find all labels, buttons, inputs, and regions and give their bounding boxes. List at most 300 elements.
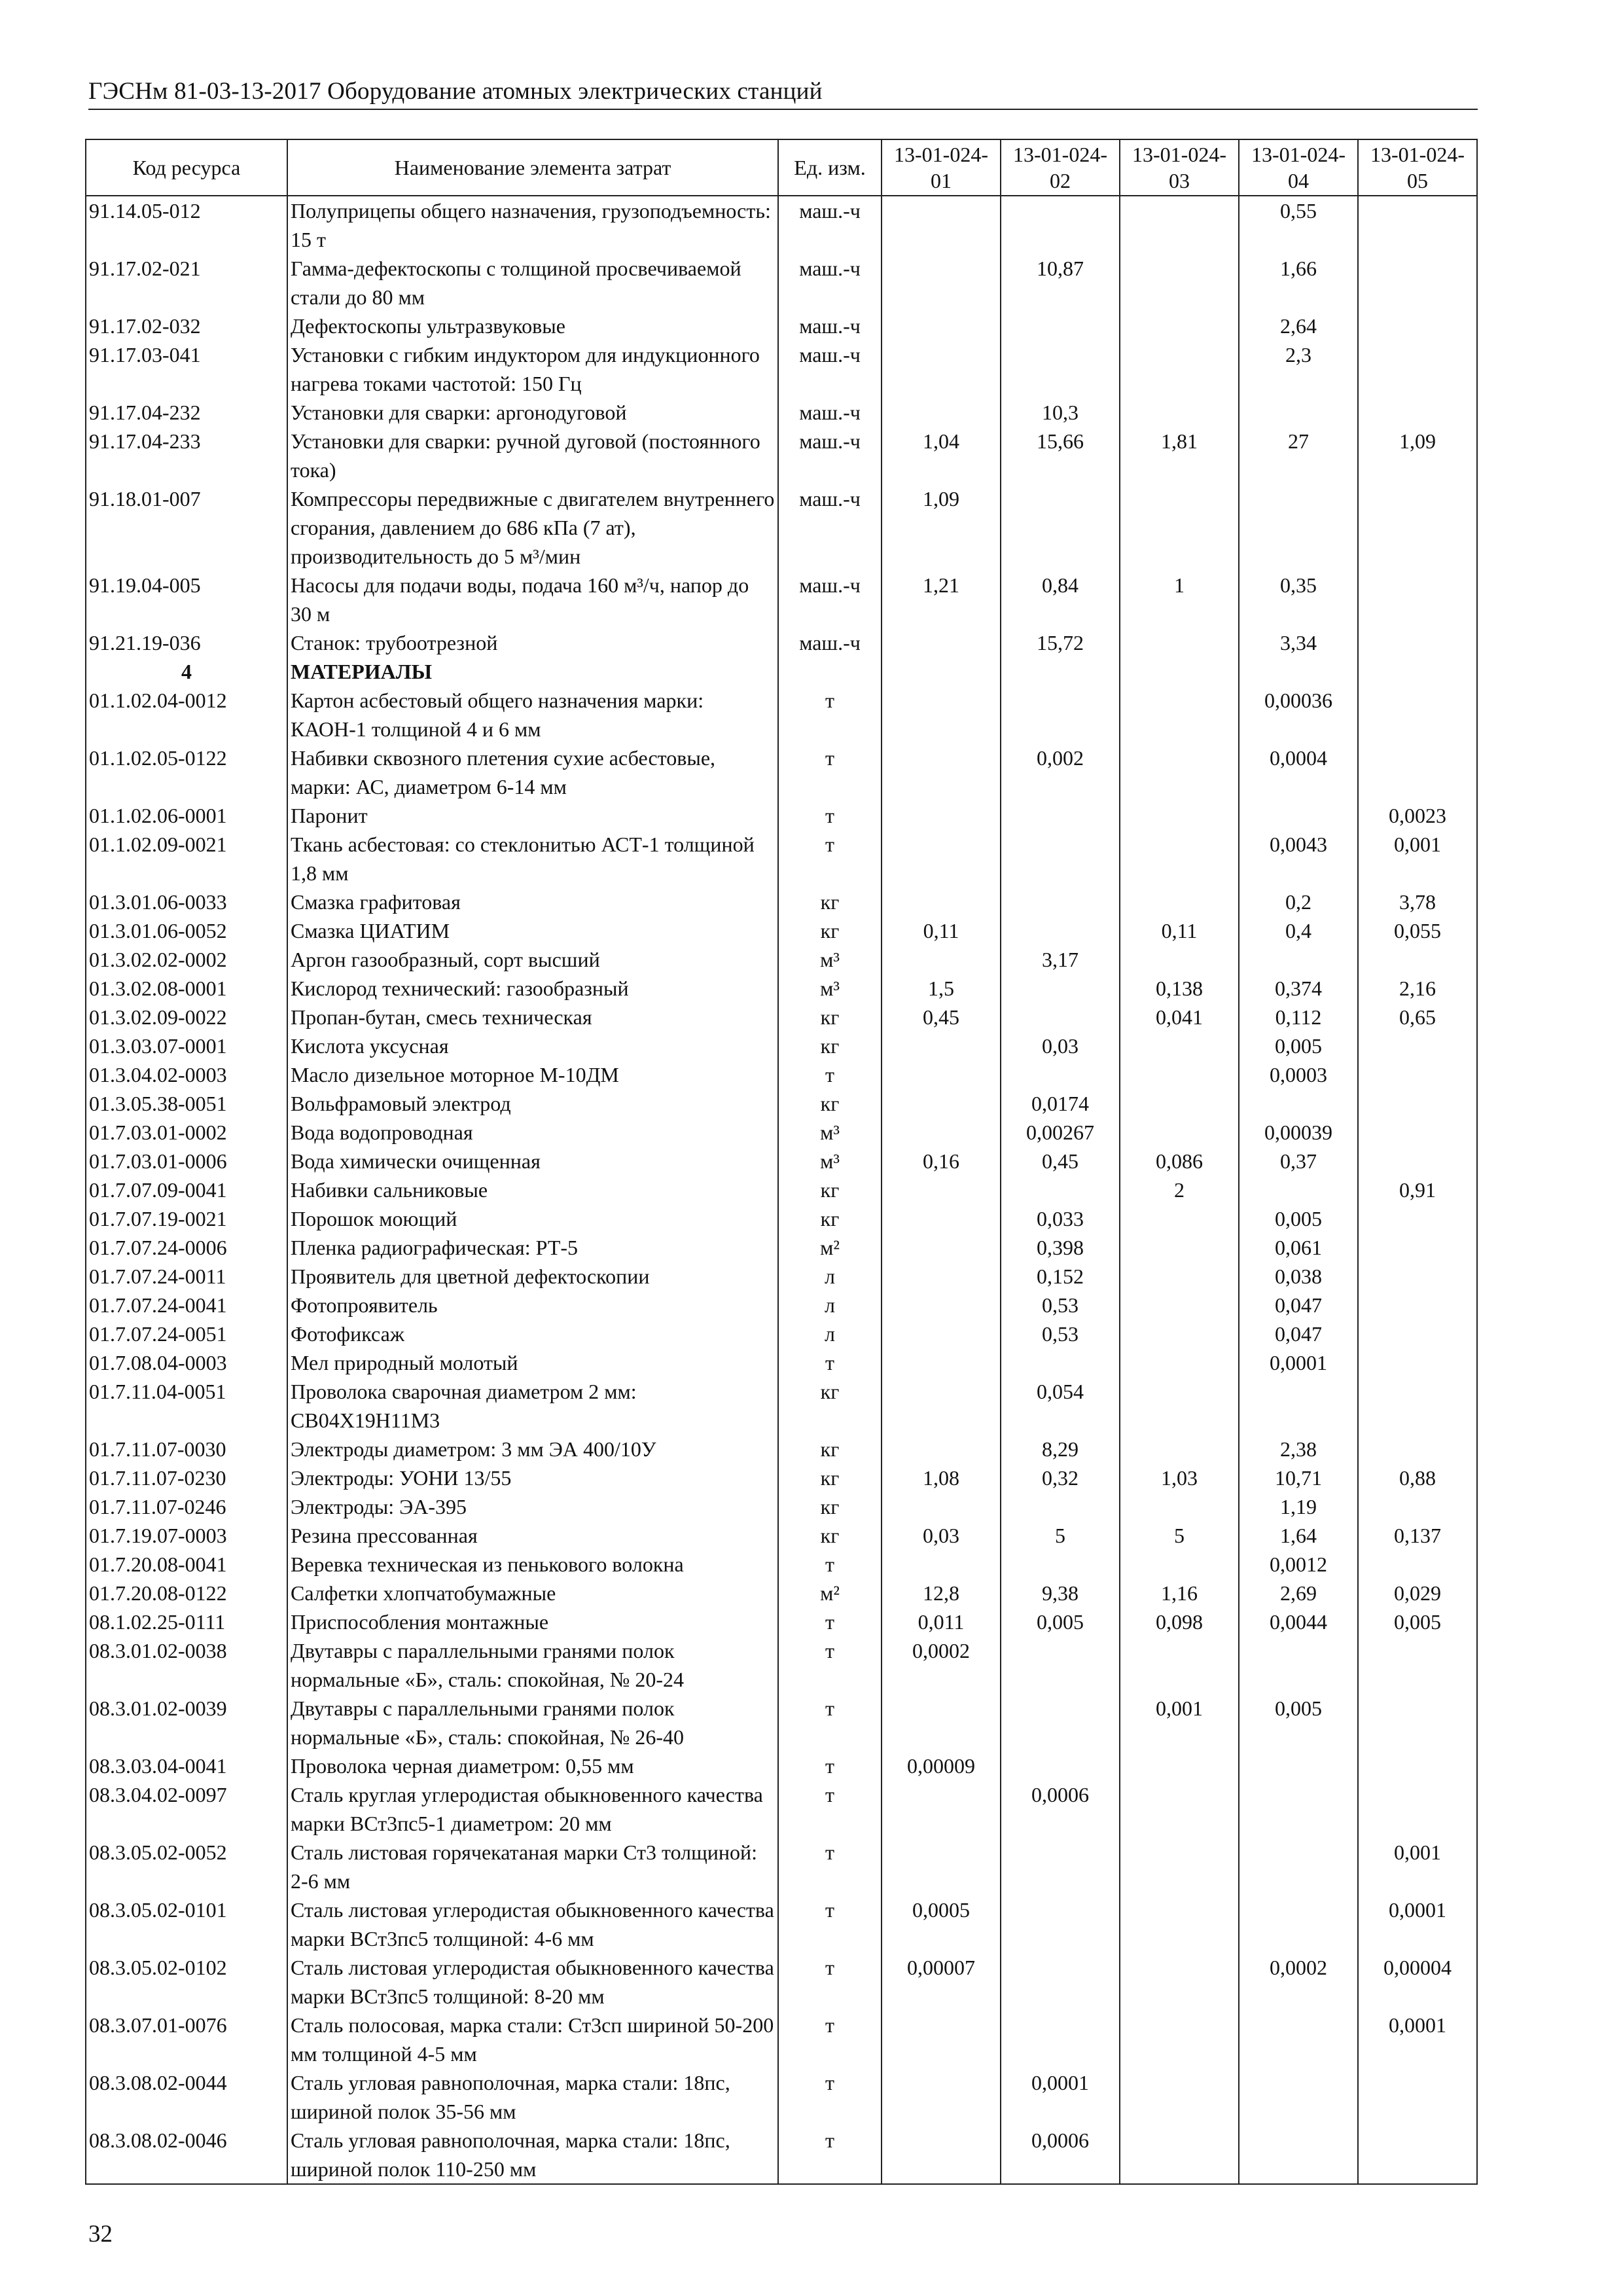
table-row	[86, 1550, 1477, 1579]
resource-name-cell: Проволока сварочная диаметром 2 мм: СВ04Х19Н11М3	[287, 1377, 778, 1435]
table-row	[86, 744, 1477, 801]
norm-value-cell-2	[1001, 484, 1120, 571]
norm-value-cell-5	[1358, 196, 1477, 254]
norm-value-cell-5	[1358, 657, 1477, 686]
norm-value-cell-1	[882, 2011, 1001, 2068]
norm-value-cell-3	[1120, 1435, 1239, 1463]
table-row	[86, 571, 1477, 628]
norm-value-cell-3	[1120, 1233, 1239, 1262]
resource-name-cell: Мел природный молотый	[287, 1348, 778, 1377]
norm-value-cell-3	[1120, 1348, 1239, 1377]
unit-cell: т	[778, 1953, 882, 2011]
norm-value-cell-4: 0,005	[1239, 1694, 1358, 1751]
norm-value-cell-2	[1001, 340, 1120, 398]
resource-name-cell: Веревка техническая из пенькового волокна	[287, 1550, 778, 1579]
resource-name-cell: Паронит	[287, 801, 778, 830]
norm-value-cell-4: 0,00039	[1239, 1118, 1358, 1147]
norm-value-cell-3: 1,81	[1120, 427, 1239, 484]
resource-name-cell: Двутавры с параллельными гранями полок нормальные «Б», сталь: спокойная, № 20-24	[287, 1636, 778, 1694]
unit-cell: т	[778, 1838, 882, 1895]
resource-name-cell: Двутавры с параллельными гранями полок нормальные «Б», сталь: спокойная, № 26-40	[287, 1694, 778, 1751]
norm-value-cell-4: 0,0004	[1239, 744, 1358, 801]
unit-cell: м²	[778, 1233, 882, 1262]
resource-code-cell: 01.1.02.06-0001	[86, 801, 287, 830]
resource-code-cell: 01.7.03.01-0002	[86, 1118, 287, 1147]
resource-code-cell: 08.3.07.01-0076	[86, 2011, 287, 2068]
norm-value-cell-2	[1001, 801, 1120, 830]
table-row	[86, 1233, 1477, 1262]
norm-value-cell-4	[1239, 1780, 1358, 1838]
norm-value-cell-1	[882, 657, 1001, 686]
norm-value-cell-3	[1120, 888, 1239, 916]
unit-cell	[778, 657, 882, 686]
resource-code-cell: 01.7.11.07-0246	[86, 1492, 287, 1521]
norm-value-cell-2	[1001, 1175, 1120, 1204]
norm-value-cell-3	[1120, 657, 1239, 686]
unit-cell: м³	[778, 1118, 882, 1147]
norm-value-cell-2: 8,29	[1001, 1435, 1120, 1463]
resource-code-cell: 91.17.04-233	[86, 427, 287, 484]
norm-value-cell-1	[882, 340, 1001, 398]
resource-code-cell: 01.7.20.08-0122	[86, 1579, 287, 1607]
resource-cost-table	[85, 139, 1478, 2185]
norm-value-cell-1: 0,00009	[882, 1751, 1001, 1780]
resource-name-cell: Резина прессованная	[287, 1521, 778, 1550]
norm-value-cell-1	[882, 1204, 1001, 1233]
norm-value-cell-4: 0,37	[1239, 1147, 1358, 1175]
table-row	[86, 945, 1477, 974]
norm-value-cell-4: 2,64	[1239, 312, 1358, 340]
norm-value-cell-1	[882, 628, 1001, 657]
norm-value-cell-2: 0,00267	[1001, 1118, 1120, 1147]
norm-value-cell-4: 0,0044	[1239, 1607, 1358, 1636]
norm-value-cell-2: 9,38	[1001, 1579, 1120, 1607]
norm-value-cell-5	[1358, 1233, 1477, 1262]
resource-name-cell: Дефектоскопы ультразвуковые	[287, 312, 778, 340]
unit-cell: маш.-ч	[778, 628, 882, 657]
norm-value-cell-2: 0,0001	[1001, 2068, 1120, 2126]
resource-name-cell: Электроды диаметром: 3 мм ЭА 400/10У	[287, 1435, 778, 1463]
norm-value-cell-3	[1120, 398, 1239, 427]
norm-value-cell-4	[1239, 657, 1358, 686]
resource-name-cell: Насосы для подачи воды, подача 160 м³/ч, напор до 30 м	[287, 571, 778, 628]
resource-code-cell: 01.7.11.07-0230	[86, 1463, 287, 1492]
norm-value-cell-1	[882, 1377, 1001, 1435]
resource-name-cell: Электроды: ЭА-395	[287, 1492, 778, 1521]
norm-value-cell-4	[1239, 1895, 1358, 1953]
table-row	[86, 1175, 1477, 1204]
resource-code-cell: 08.3.01.02-0038	[86, 1636, 287, 1694]
norm-value-cell-1: 0,00007	[882, 1953, 1001, 2011]
norm-value-cell-4	[1239, 1636, 1358, 1694]
table-body	[86, 196, 1477, 2184]
unit-cell: т	[778, 1060, 882, 1089]
norm-value-cell-4: 0,35	[1239, 571, 1358, 628]
norm-value-cell-2: 0,32	[1001, 1463, 1120, 1492]
norm-value-cell-2: 0,45	[1001, 1147, 1120, 1175]
norm-value-cell-2	[1001, 196, 1120, 254]
resource-name-cell: Салфетки хлопчатобумажные	[287, 1579, 778, 1607]
unit-cell: т	[778, 686, 882, 744]
norm-value-cell-3	[1120, 1031, 1239, 1060]
norm-value-cell-1	[882, 801, 1001, 830]
table-row	[86, 1319, 1477, 1348]
norm-value-cell-1	[882, 1118, 1001, 1147]
table-row	[86, 427, 1477, 484]
norm-value-cell-2: 0,84	[1001, 571, 1120, 628]
table-row	[86, 340, 1477, 398]
norm-value-cell-5	[1358, 312, 1477, 340]
norm-value-cell-3	[1120, 1895, 1239, 1953]
table-row	[86, 484, 1477, 571]
norm-value-cell-2: 0,033	[1001, 1204, 1120, 1233]
norm-value-cell-4: 10,71	[1239, 1463, 1358, 1492]
resource-name-cell: Сталь круглая углеродистая обыкновенного качества марки ВСт3пс5-1 диаметром: 20 мм	[287, 1780, 778, 1838]
resource-code-cell: 91.17.02-021	[86, 254, 287, 312]
norm-value-cell-4: 0,0043	[1239, 830, 1358, 888]
unit-cell: т	[778, 1895, 882, 1953]
resource-code-cell: 08.3.03.04-0041	[86, 1751, 287, 1780]
norm-value-cell-5	[1358, 1377, 1477, 1435]
norm-value-cell-5	[1358, 1348, 1477, 1377]
norm-value-cell-3	[1120, 1060, 1239, 1089]
norm-value-cell-3	[1120, 686, 1239, 744]
unit-cell: кг	[778, 1204, 882, 1233]
resource-code-cell: 01.7.03.01-0006	[86, 1147, 287, 1175]
table-row	[86, 916, 1477, 945]
norm-value-cell-2	[1001, 2011, 1120, 2068]
norm-value-cell-3: 0,11	[1120, 916, 1239, 945]
norm-value-cell-3	[1120, 1550, 1239, 1579]
norm-value-cell-4	[1239, 1751, 1358, 1780]
norm-value-cell-5	[1358, 2126, 1477, 2184]
norm-value-cell-4: 2,69	[1239, 1579, 1358, 1607]
norm-value-cell-5: 0,0001	[1358, 1895, 1477, 1953]
norm-value-cell-5	[1358, 398, 1477, 427]
norm-value-cell-4: 27	[1239, 427, 1358, 484]
table-row	[86, 1953, 1477, 2011]
resource-name-cell: Ткань асбестовая: со стеклонитью АСТ-1 толщиной 1,8 мм	[287, 830, 778, 888]
resource-name-cell: МАТЕРИАЛЫ	[287, 657, 778, 686]
norm-value-cell-3	[1120, 1089, 1239, 1118]
norm-value-cell-2	[1001, 974, 1120, 1003]
resource-name-cell: Электроды: УОНИ 13/55	[287, 1463, 778, 1492]
resource-name-cell: Гамма-дефектоскопы с толщиной просвечиваемой стали до 80 мм	[287, 254, 778, 312]
unit-cell: кг	[778, 1089, 882, 1118]
resource-name-cell: Сталь полосовая, марка стали: Ст3сп шириной 50-200 мм толщиной 4-5 мм	[287, 2011, 778, 2068]
norm-value-cell-4: 0,0003	[1239, 1060, 1358, 1089]
resource-name-cell: Компрессоры передвижные с двигателем внутреннего сгорания, давлением до 686 кПа (7 ат), производительность до 5 м³/мин	[287, 484, 778, 571]
norm-value-cell-5	[1358, 1291, 1477, 1319]
unit-cell: т	[778, 1550, 882, 1579]
norm-value-cell-1	[882, 312, 1001, 340]
table-row	[86, 1463, 1477, 1492]
norm-value-cell-5: 0,65	[1358, 1003, 1477, 1031]
norm-value-cell-3: 0,041	[1120, 1003, 1239, 1031]
table-row	[86, 1089, 1477, 1118]
unit-cell: м²	[778, 1579, 882, 1607]
header-divider	[88, 109, 1478, 110]
unit-cell: т	[778, 744, 882, 801]
norm-value-cell-1: 0,45	[882, 1003, 1001, 1031]
norm-value-cell-3	[1120, 1953, 1239, 2011]
norm-value-cell-1: 1,08	[882, 1463, 1001, 1492]
norm-value-cell-1	[882, 888, 1001, 916]
resource-code-cell: 91.21.19-036	[86, 628, 287, 657]
norm-value-cell-4	[1239, 1838, 1358, 1895]
norm-value-cell-5	[1358, 1636, 1477, 1694]
norm-value-cell-1	[882, 1089, 1001, 1118]
norm-value-cell-2: 0,005	[1001, 1607, 1120, 1636]
resource-code-cell: 01.3.01.06-0033	[86, 888, 287, 916]
column-header-13-01-024-02: 13-01-024-02	[1001, 139, 1120, 196]
table-row	[86, 1003, 1477, 1031]
norm-value-cell-4	[1239, 2126, 1358, 2184]
norm-value-cell-4: 1,19	[1239, 1492, 1358, 1521]
norm-value-cell-1: 12,8	[882, 1579, 1001, 1607]
table-row	[86, 1694, 1477, 1751]
norm-value-cell-4: 0,2	[1239, 888, 1358, 916]
norm-value-cell-5	[1358, 1147, 1477, 1175]
table-row	[86, 1031, 1477, 1060]
norm-value-cell-1	[882, 1175, 1001, 1204]
norm-value-cell-2	[1001, 1838, 1120, 1895]
resource-name-cell: Проявитель для цветной дефектоскопии	[287, 1262, 778, 1291]
norm-value-cell-1	[882, 2126, 1001, 2184]
table-header-row	[86, 139, 1477, 196]
table-row	[86, 1607, 1477, 1636]
resource-code-cell: 08.1.02.25-0111	[86, 1607, 287, 1636]
resource-name-cell: Сталь угловая равнополочная, марка стали: 18пс, шириной полок 35-56 мм	[287, 2068, 778, 2126]
norm-value-cell-1: 0,03	[882, 1521, 1001, 1550]
norm-value-cell-4: 0,005	[1239, 1204, 1358, 1233]
unit-cell: кг	[778, 1463, 882, 1492]
resource-name-cell: Проволока черная диаметром: 0,55 мм	[287, 1751, 778, 1780]
norm-value-cell-5	[1358, 1118, 1477, 1147]
norm-value-cell-1	[882, 196, 1001, 254]
norm-value-cell-5: 0,029	[1358, 1579, 1477, 1607]
table-row	[86, 2068, 1477, 2126]
norm-value-cell-4: 0,55	[1239, 196, 1358, 254]
norm-value-cell-3	[1120, 2011, 1239, 2068]
norm-value-cell-1	[882, 1838, 1001, 1895]
unit-cell: л	[778, 1262, 882, 1291]
norm-value-cell-1	[882, 2068, 1001, 2126]
norm-value-cell-5: 0,88	[1358, 1463, 1477, 1492]
norm-value-cell-3	[1120, 1751, 1239, 1780]
norm-value-cell-4	[1239, 1175, 1358, 1204]
unit-cell: маш.-ч	[778, 312, 882, 340]
norm-value-cell-5	[1358, 1060, 1477, 1089]
unit-cell: кг	[778, 1377, 882, 1435]
norm-value-cell-4: 2,3	[1239, 340, 1358, 398]
table-row	[86, 196, 1477, 254]
norm-value-cell-4: 0,374	[1239, 974, 1358, 1003]
norm-value-cell-3	[1120, 801, 1239, 830]
resource-code-cell: 08.3.04.02-0097	[86, 1780, 287, 1838]
table-row	[86, 1348, 1477, 1377]
norm-value-cell-5	[1358, 1089, 1477, 1118]
norm-value-cell-2	[1001, 916, 1120, 945]
norm-value-cell-5: 0,137	[1358, 1521, 1477, 1550]
norm-value-cell-3	[1120, 744, 1239, 801]
norm-value-cell-4: 3,34	[1239, 628, 1358, 657]
norm-value-cell-4: 0,0001	[1239, 1348, 1358, 1377]
table-row	[86, 1262, 1477, 1291]
norm-value-cell-2	[1001, 1694, 1120, 1751]
norm-value-cell-1	[882, 1060, 1001, 1089]
resource-code-cell: 01.7.11.07-0030	[86, 1435, 287, 1463]
resource-name-cell: Приспособления монтажные	[287, 1607, 778, 1636]
norm-value-cell-3	[1120, 2068, 1239, 2126]
unit-cell: т	[778, 1348, 882, 1377]
resource-name-cell: Картон асбестовый общего назначения марки: КАОН-1 толщиной 4 и 6 мм	[287, 686, 778, 744]
norm-value-cell-1	[882, 830, 1001, 888]
resource-name-cell: Кислота уксусная	[287, 1031, 778, 1060]
norm-value-cell-5	[1358, 1262, 1477, 1291]
norm-value-cell-2: 0,054	[1001, 1377, 1120, 1435]
table-row	[86, 830, 1477, 888]
resource-name-cell: Сталь листовая горячекатаная марки Ст3 толщиной: 2-6 мм	[287, 1838, 778, 1895]
norm-value-cell-3	[1120, 1377, 1239, 1435]
norm-value-cell-5	[1358, 686, 1477, 744]
norm-value-cell-3	[1120, 628, 1239, 657]
norm-value-cell-2	[1001, 657, 1120, 686]
norm-value-cell-4	[1239, 398, 1358, 427]
norm-value-cell-3	[1120, 1319, 1239, 1348]
norm-value-cell-2: 10,87	[1001, 254, 1120, 312]
section-row	[86, 657, 1477, 686]
unit-cell: маш.-ч	[778, 427, 882, 484]
norm-value-cell-1: 1,04	[882, 427, 1001, 484]
norm-value-cell-4	[1239, 801, 1358, 830]
table-row	[86, 1579, 1477, 1607]
norm-value-cell-1	[882, 1694, 1001, 1751]
table-row	[86, 1492, 1477, 1521]
resource-name-cell: Смазка графитовая	[287, 888, 778, 916]
norm-value-cell-3: 0,098	[1120, 1607, 1239, 1636]
unit-cell: маш.-ч	[778, 398, 882, 427]
unit-cell: т	[778, 1751, 882, 1780]
unit-cell: маш.-ч	[778, 484, 882, 571]
resource-code-cell: 01.3.02.02-0002	[86, 945, 287, 974]
norm-value-cell-4: 0,061	[1239, 1233, 1358, 1262]
resource-name-cell: Аргон газообразный, сорт высший	[287, 945, 778, 974]
resource-name-cell: Установки для сварки: ручной дуговой (постоянного тока)	[287, 427, 778, 484]
resource-code-cell: 01.3.03.07-0001	[86, 1031, 287, 1060]
norm-value-cell-2	[1001, 1751, 1120, 1780]
table-row	[86, 1435, 1477, 1463]
resource-name-cell: Пропан-бутан, смесь техническая	[287, 1003, 778, 1031]
norm-value-cell-4: 0,005	[1239, 1031, 1358, 1060]
norm-value-cell-3	[1120, 254, 1239, 312]
norm-value-cell-3	[1120, 340, 1239, 398]
resource-name-cell: Сталь листовая углеродистая обыкновенного качества марки ВСт3пс5 толщиной: 8-20 мм	[287, 1953, 778, 2011]
resource-code-cell: 91.17.02-032	[86, 312, 287, 340]
norm-value-cell-4: 0,00036	[1239, 686, 1358, 744]
norm-value-cell-2	[1001, 312, 1120, 340]
norm-value-cell-3: 0,138	[1120, 974, 1239, 1003]
norm-value-cell-4	[1239, 1089, 1358, 1118]
resource-name-cell: Смазка ЦИАТИМ	[287, 916, 778, 945]
unit-cell: кг	[778, 1435, 882, 1463]
norm-value-cell-4: 0,4	[1239, 916, 1358, 945]
column-header-code: Код ресурса	[86, 139, 287, 196]
norm-value-cell-2: 0,53	[1001, 1319, 1120, 1348]
norm-value-cell-3	[1120, 1780, 1239, 1838]
norm-value-cell-1: 0,011	[882, 1607, 1001, 1636]
table-row	[86, 686, 1477, 744]
norm-value-cell-1	[882, 1031, 1001, 1060]
table-row	[86, 888, 1477, 916]
norm-value-cell-2	[1001, 686, 1120, 744]
unit-cell: т	[778, 801, 882, 830]
resource-code-cell: 01.1.02.05-0122	[86, 744, 287, 801]
resource-name-cell: Установки для сварки: аргонодуговой	[287, 398, 778, 427]
unit-cell: м³	[778, 1147, 882, 1175]
unit-cell: л	[778, 1319, 882, 1348]
unit-cell: т	[778, 2011, 882, 2068]
norm-value-cell-3: 1	[1120, 571, 1239, 628]
norm-value-cell-1	[882, 1233, 1001, 1262]
norm-value-cell-2	[1001, 1348, 1120, 1377]
resource-name-cell: Набивки сквозного плетения сухие асбестовые, марки: АС, диаметром 6-14 мм	[287, 744, 778, 801]
norm-value-cell-3: 5	[1120, 1521, 1239, 1550]
resource-code-cell: 08.3.01.02-0039	[86, 1694, 287, 1751]
norm-value-cell-2	[1001, 1636, 1120, 1694]
norm-value-cell-1	[882, 1550, 1001, 1579]
document-header-title: ГЭСНм 81-03-13-2017 Оборудование атомных электрических станций	[88, 78, 823, 105]
unit-cell: маш.-ч	[778, 196, 882, 254]
resource-code-cell: 01.7.20.08-0041	[86, 1550, 287, 1579]
norm-value-cell-1: 1,5	[882, 974, 1001, 1003]
resource-code-cell: 01.3.04.02-0003	[86, 1060, 287, 1089]
norm-value-cell-5	[1358, 484, 1477, 571]
resource-code-cell: 08.3.05.02-0052	[86, 1838, 287, 1895]
resource-code-cell: 01.1.02.04-0012	[86, 686, 287, 744]
norm-value-cell-3: 2	[1120, 1175, 1239, 1204]
norm-value-cell-5: 0,055	[1358, 916, 1477, 945]
resource-code-cell: 01.1.02.09-0021	[86, 830, 287, 888]
norm-value-cell-4: 1,66	[1239, 254, 1358, 312]
resource-code-cell: 01.7.11.04-0051	[86, 1377, 287, 1435]
norm-value-cell-3	[1120, 1262, 1239, 1291]
norm-value-cell-2: 0,0006	[1001, 1780, 1120, 1838]
unit-cell: кг	[778, 1031, 882, 1060]
norm-value-cell-3	[1120, 1204, 1239, 1233]
table-row	[86, 1780, 1477, 1838]
table-row	[86, 1118, 1477, 1147]
unit-cell: кг	[778, 1521, 882, 1550]
norm-value-cell-4	[1239, 2011, 1358, 2068]
norm-value-cell-3	[1120, 312, 1239, 340]
resource-code-cell: 01.7.07.24-0041	[86, 1291, 287, 1319]
norm-value-cell-5: 0,001	[1358, 1838, 1477, 1895]
column-header-unit: Ед. изм.	[778, 139, 882, 196]
resource-code-cell: 01.7.19.07-0003	[86, 1521, 287, 1550]
norm-value-cell-1	[882, 686, 1001, 744]
norm-value-cell-4: 1,64	[1239, 1521, 1358, 1550]
norm-value-cell-2: 5	[1001, 1521, 1120, 1550]
table-row	[86, 1377, 1477, 1435]
norm-value-cell-4: 0,112	[1239, 1003, 1358, 1031]
unit-cell: т	[778, 1780, 882, 1838]
table-row	[86, 974, 1477, 1003]
norm-value-cell-5: 0,0023	[1358, 801, 1477, 830]
resource-code-cell: 01.7.07.24-0006	[86, 1233, 287, 1262]
resource-code-cell: 01.7.07.24-0051	[86, 1319, 287, 1348]
unit-cell: м³	[778, 945, 882, 974]
